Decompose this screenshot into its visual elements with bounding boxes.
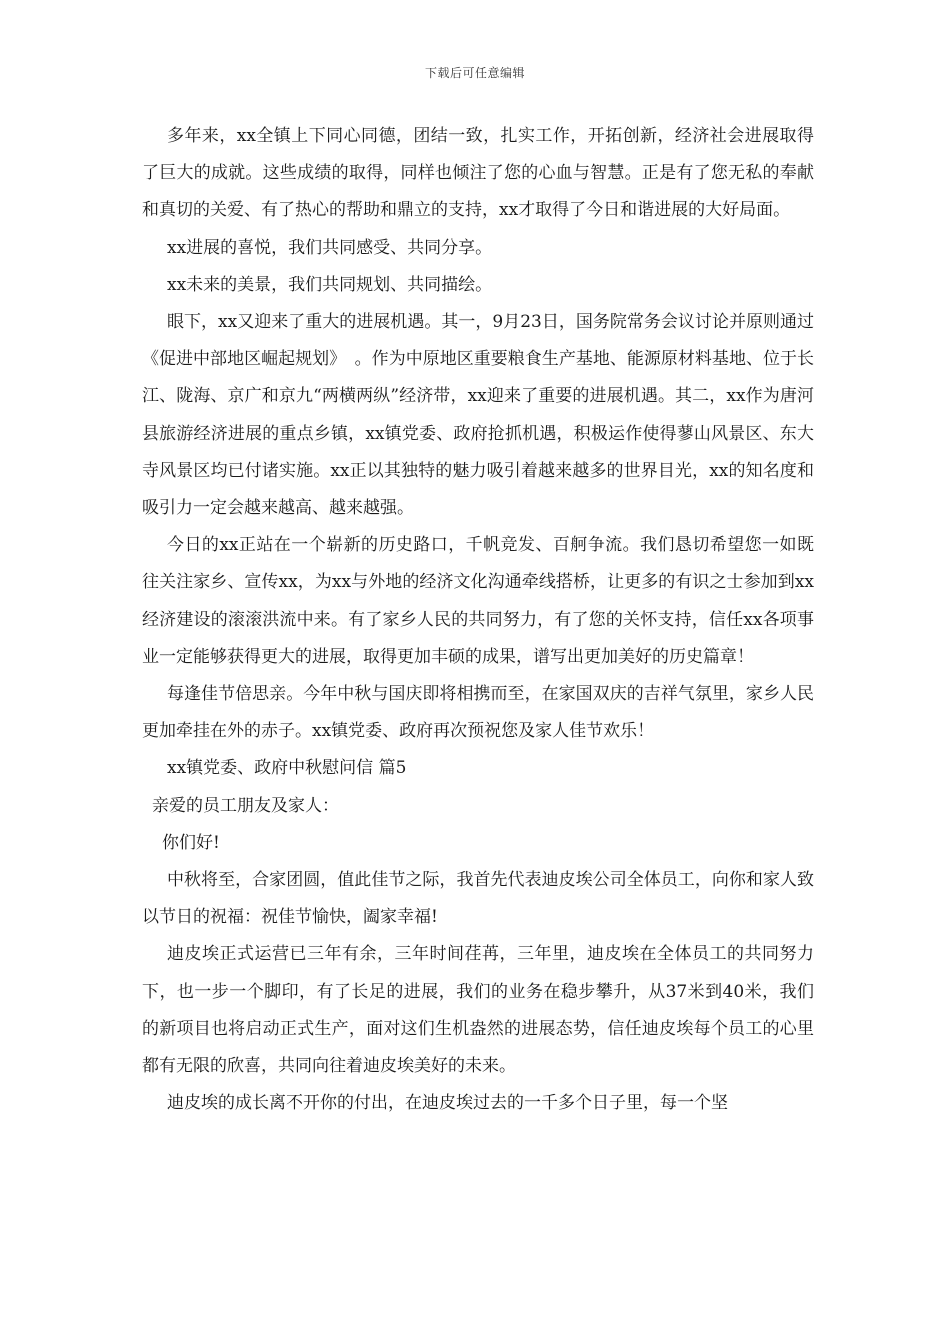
letter-greeting: 你们好! [162,832,220,853]
paragraph-joy: xx进展的喜悦，我们共同感受、共同分享。 [167,237,493,258]
page-header-note: 下载后可任意编辑 [424,66,525,80]
letter-salutation: 亲爱的员工朋友及家人： [152,795,339,816]
paragraph-future: xx未来的美景，我们共同规划、共同描绘。 [167,274,493,295]
paragraph-achievements: 多年来，xx全镇上下同心同德，团结一致，扎实工作，开拓创新，经济社会进展取得了巨大的成就。这些成绩的取得，同样也倾注了您的心血与智慧。正是有了您无私的奉献和真切的关爱、有了热心的帮助和鼎立的支持，xx才取得了今日和谐进展的大好局面。 [142,126,814,221]
paragraph-opportunities: 眼下，xx又迎来了重大的进展机遇。其一，9月23日，国务院常务会议讨论并原则通过《促进中部地区崛起规划》 。作为中原地区重要粮食生产基地、能源原材料基地、位于长江、陇海、京广和京九“两横两纵”经济带，xx迎来了重要的进展机遇。其二，xx作为唐河县旅游经济进展的重点乡镇，xx镇党委、政府抢抓机遇，积极运作使得蓼山风景区、东大寺风景区均已付诸实施。xx正以其独特的魅力吸引着越来越多的世界目光，xx的知名度和吸引力一定会越来越高、越来越强。 [142,312,814,519]
section-title: xx镇党委、政府中秋慰问信 篇5 [167,758,407,779]
paragraph-festival: 每逢佳节倍思亲。今年中秋与国庆即将相携而至，在家国双庆的吉祥气氛里，家乡人民更加牵挂在外的赤子。xx镇党委、政府再次预祝您及家人佳节欢乐！ [142,684,814,742]
paragraph-growth: 迪皮埃正式运营已三年有余，三年时间荏苒，三年里，迪皮埃在全体员工的共同努力下，也一步一个脚印，有了长足的进展，我们的业务在稳步攀升，从37米到40米，我们的新项目也将启动正式生产，面对这们生机盎然的进展态势，信任迪皮埃每个员工的心里都有无限的欣喜，共同向往着迪皮埃美好的未来。 [142,944,814,1077]
document-body [142,118,814,1122]
paragraph-hope: 今日的xx正站在一个崭新的历史路口，千帆竞发、百舸争流。我们恳切希望您一如既往关注家乡、宣传xx，为xx与外地的经济文化沟通牵线搭桥，让更多的有识之士参加到xx经济建设的滚滚洪流中来。有了家乡人民的共同努力，有了您的关怀支持，信任xx各项事业一定能够获得更大的进展，取得更加丰硕的成果，谱写出更加美好的历史篇章！ [142,535,814,667]
paragraph-blessing: 中秋将至，合家团圆，值此佳节之际，我首先代表迪皮埃公司全体员工，向你和家人致以节日的祝福：祝佳节愉快，阖家幸福! [142,870,814,928]
paragraph-contribution: 迪皮埃的成长离不开你的付出，在迪皮埃过去的一千多个日子里，每一个坚 [167,1093,728,1114]
